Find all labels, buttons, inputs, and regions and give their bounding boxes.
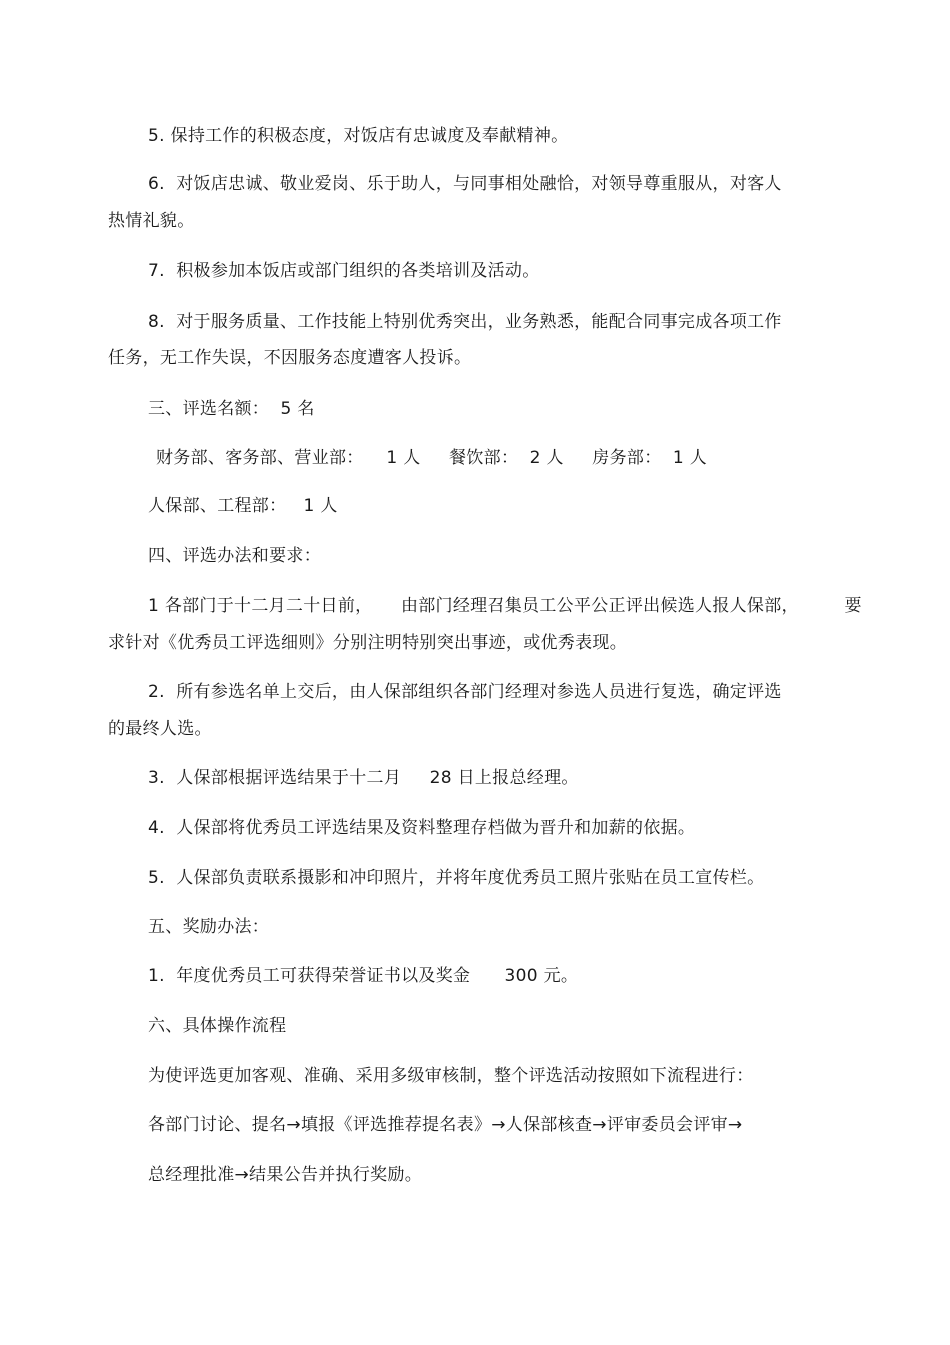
section-reward-heading: 五、奖励办法： — [148, 917, 270, 937]
method-item-2: 2. 所有参选名单上交后，由人保部组织各部门经理对参选人员进行复选，确定评选 — [148, 682, 782, 702]
quota-departments-1: 财务部、客务部、营业部： 1 人 餐饮部： 2 人 房务部： 1 人 — [156, 448, 708, 468]
criteria-item-6-cont: 热情礼貌。 — [108, 211, 195, 231]
section-process-heading: 六、具体操作流程 — [148, 1016, 287, 1036]
method-item-3: 3. 人保部根据评选结果于十二月 28 日上报总经理。 — [148, 768, 579, 788]
method-item-1-cont: 求针对《优秀员工评选细则》分别注明特别突出事迹，或优秀表现。 — [108, 633, 627, 653]
criteria-item-7: 7. 积极参加本饭店或部门组织的各类培训及活动。 — [148, 261, 540, 281]
section-quota-heading: 三、评选名额： 5 名 — [148, 399, 315, 419]
method-item-5: 5. 人保部负责联系摄影和冲印照片，并将年度优秀员工照片张贴在员工宣传栏。 — [148, 868, 765, 888]
criteria-item-6: 6. 对饭店忠诚、敬业爱岗、乐于助人，与同事相处融恰，对领导尊重服从，对客人 — [148, 174, 782, 194]
method-item-1: 1 各部门于十二月二十日前， 由部门经理召集员工公平公正评出候选人报人保部， 要 — [148, 596, 862, 616]
process-flow-2: 总经理批准→结果公告并执行奖励。 — [148, 1165, 423, 1185]
process-intro: 为使评选更加客观、准确、采用多级审核制，整个评选活动按照如下流程进行： — [148, 1066, 754, 1086]
criteria-item-5: 5. 保持工作的积极态度，对饭店有忠诚度及奉献精神。 — [148, 126, 569, 146]
quota-departments-2: 人保部、工程部： 1 人 — [148, 496, 338, 516]
criteria-item-8-cont: 任务，无工作失误，不因服务态度遭客人投诉。 — [108, 348, 472, 368]
criteria-item-8: 8. 对于服务质量、工作技能上特别优秀突出，业务熟悉，能配合同事完成各项工作 — [148, 312, 782, 332]
reward-item-1: 1. 年度优秀员工可获得荣誉证书以及奖金 300 元。 — [148, 966, 579, 986]
method-item-2-cont: 的最终人选。 — [108, 719, 212, 739]
method-item-4: 4. 人保部将优秀员工评选结果及资料整理存档做为晋升和加薪的依据。 — [148, 818, 696, 838]
process-flow-1: 各部门讨论、提名→填报《评选推荐提名表》→人保部核查→评审委员会评审→ — [148, 1115, 743, 1135]
section-method-heading: 四、评选办法和要求： — [148, 546, 321, 566]
